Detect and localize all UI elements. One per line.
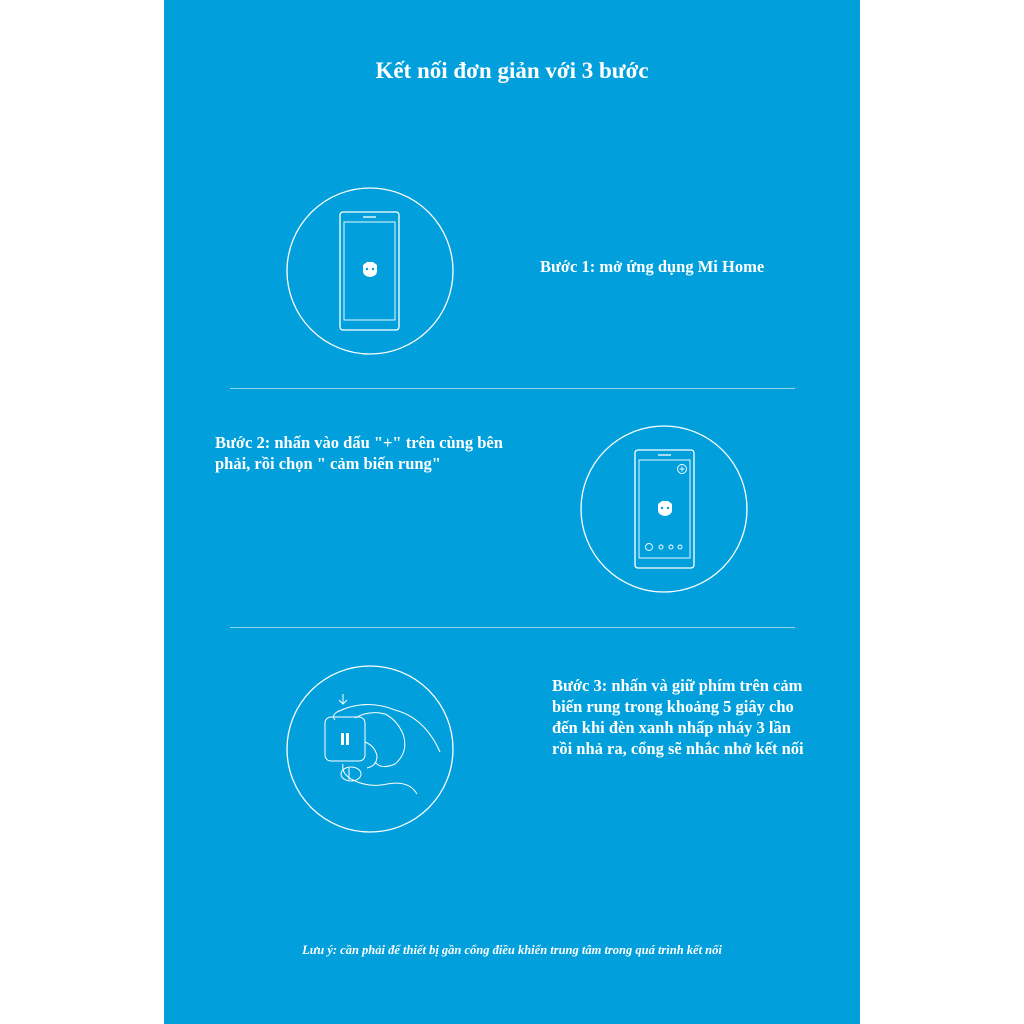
instruction-panel <box>164 0 860 1024</box>
step-3-text: Bước 3: nhấn và giữ phím trên cảm biến rung trong khoảng 5 giây cho đến khi đèn xanh nhấp nháy 3 lần rồi nhả ra, cổng sẽ nhắc nhở kết nối <box>552 676 804 758</box>
divider <box>230 627 795 628</box>
hand-press-sensor-icon <box>285 664 455 834</box>
note-text: Lưu ý: cần phải để thiết bị gần cổng điều khiển trung tâm trong quá trình kết nối <box>302 943 722 957</box>
phone-mi-home-icon <box>285 186 455 356</box>
page-title: Kết nối đơn giản với 3 bước <box>375 58 649 83</box>
step-2-text: Bước 2: nhấn vào dấu "+" trên cùng bên phải, rồi chọn " cảm biến rung" <box>215 433 503 473</box>
phone-add-device-icon <box>579 424 749 594</box>
divider <box>230 388 795 389</box>
step-1-text: Bước 1: mở ứng dụng Mi Home <box>540 257 765 276</box>
